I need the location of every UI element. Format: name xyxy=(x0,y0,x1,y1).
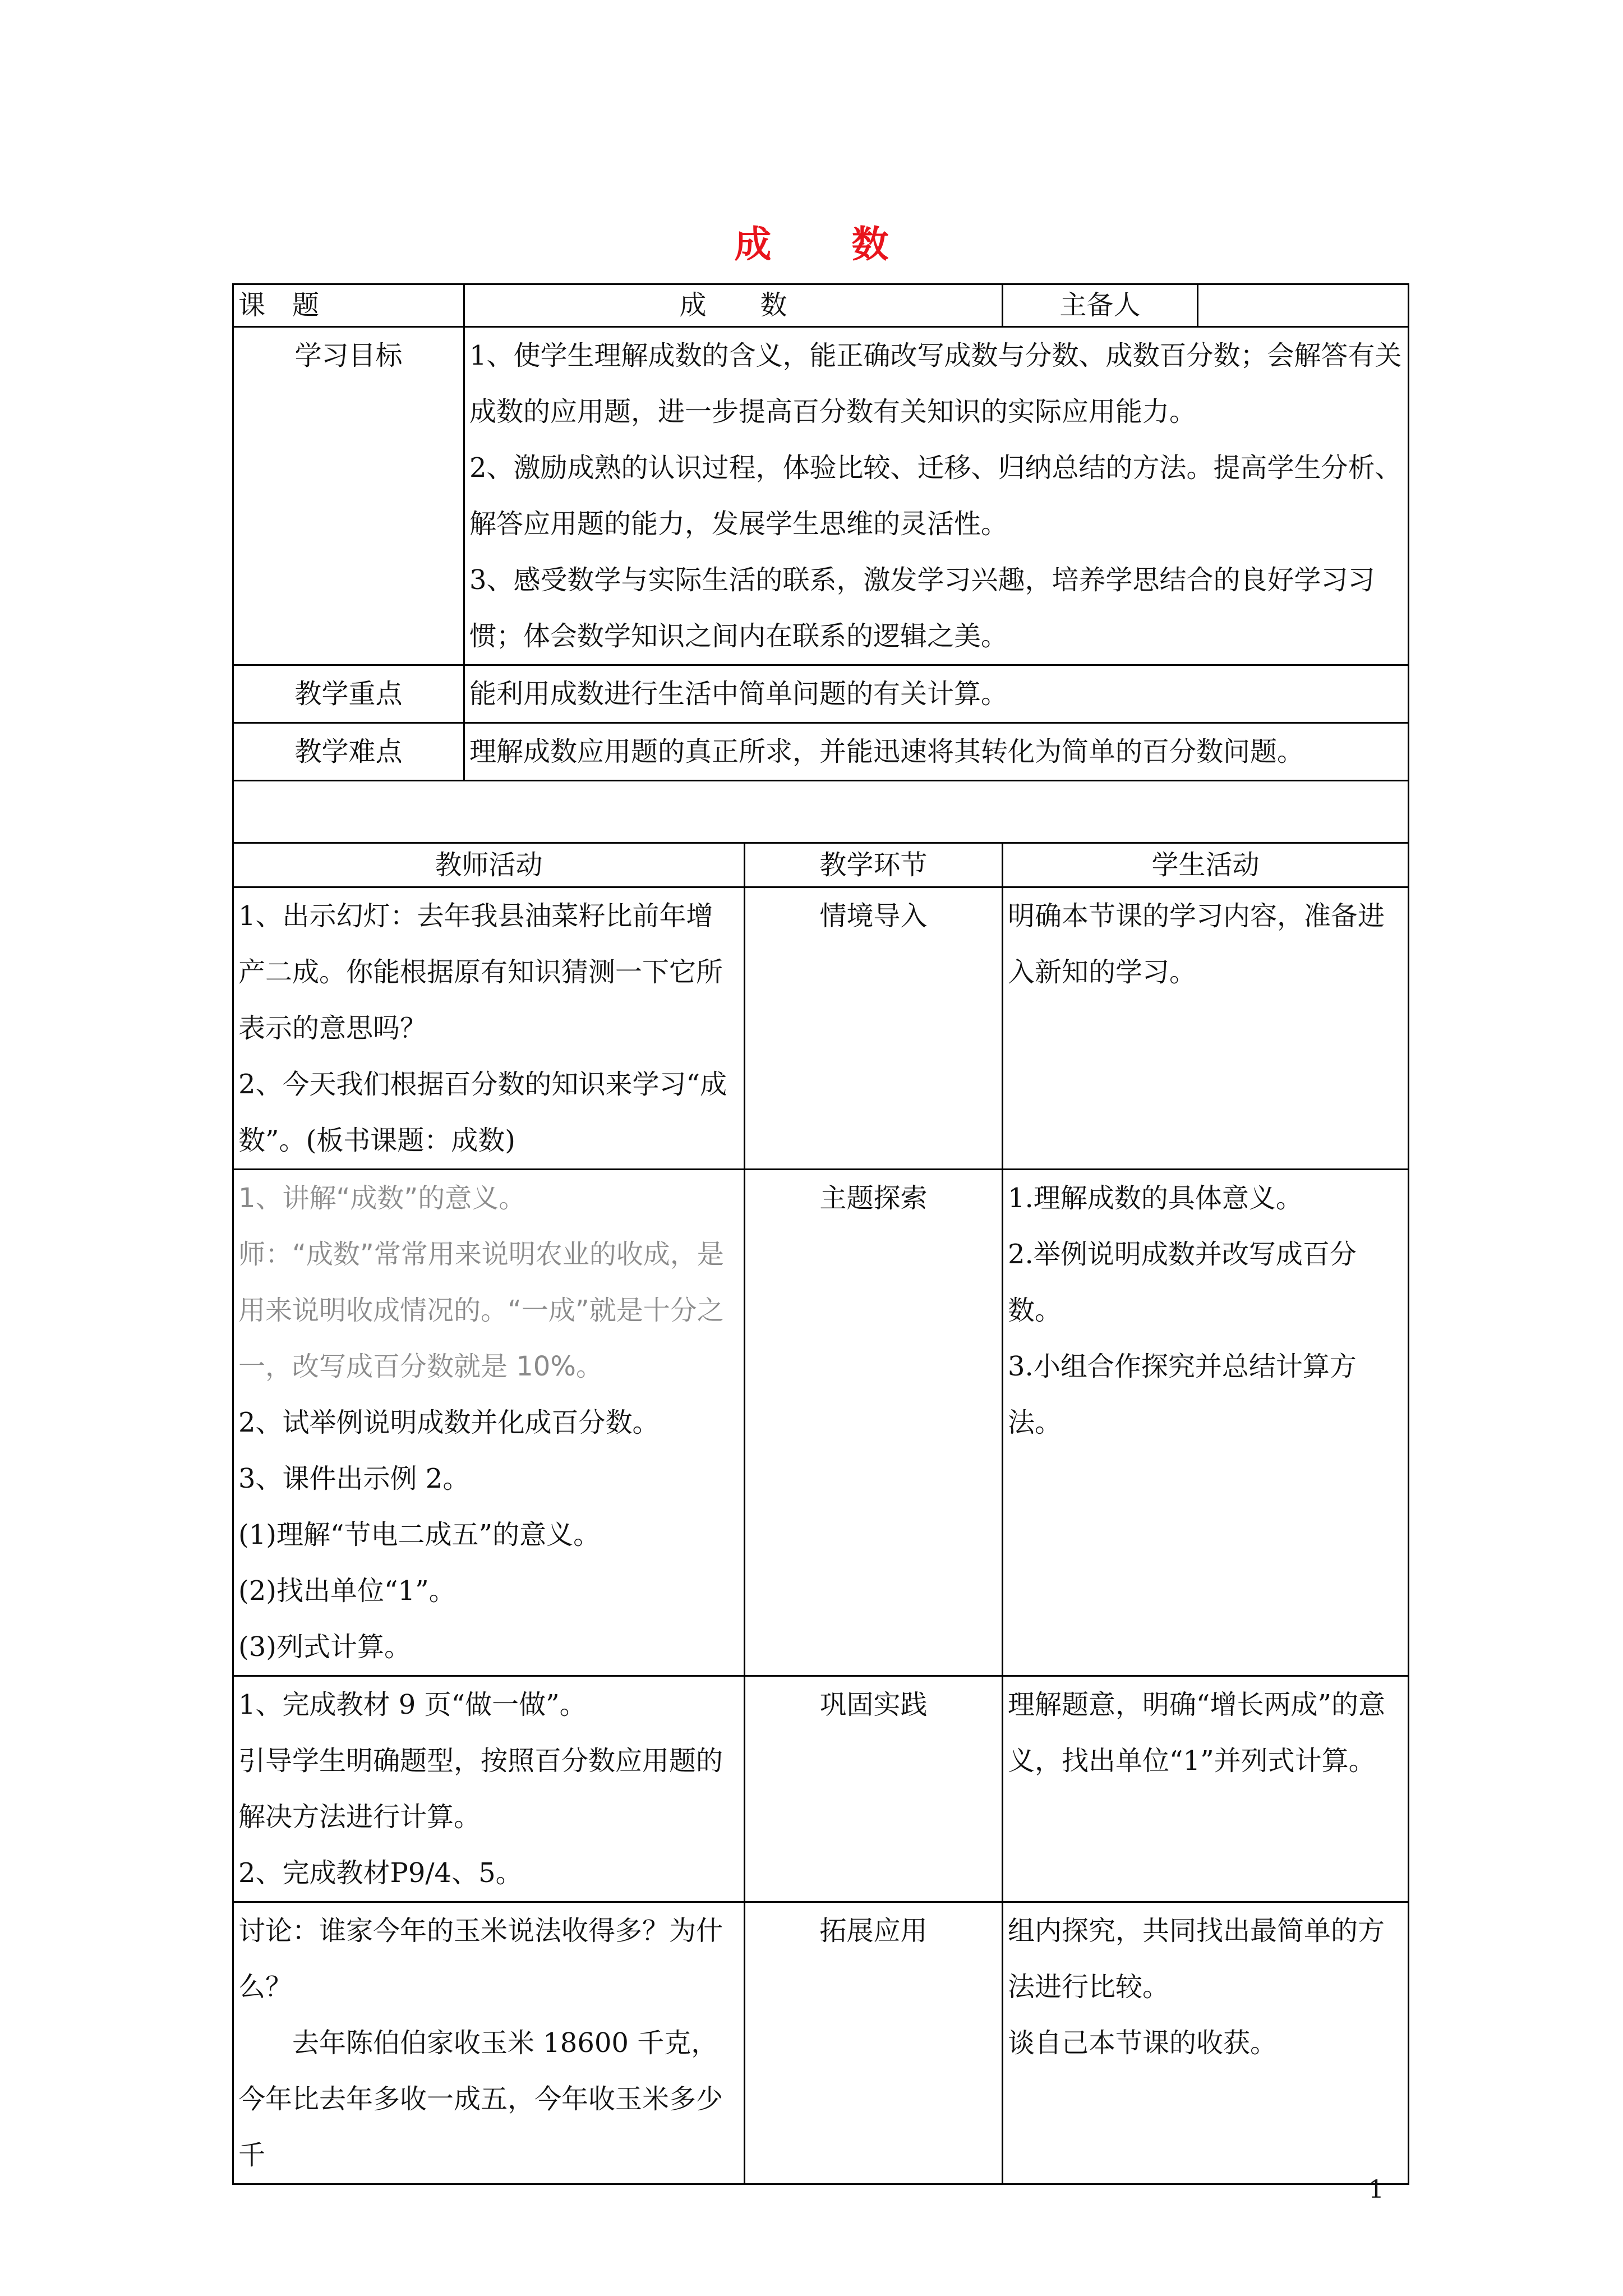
stage-cell: 主题探索 xyxy=(745,1170,1003,1676)
student-line: 3.小组合作探究并总结计算方法。 xyxy=(1008,1351,1357,1438)
activity-row-practice xyxy=(233,1676,1409,1902)
teacher-header: 教师活动 xyxy=(233,843,745,887)
teacher-activity-cell xyxy=(233,887,745,1170)
blank-row xyxy=(233,781,1409,843)
teacher-line: 讨论：谁家今年的玉米说法收得多？为什么？ xyxy=(238,1915,723,2003)
preparer-label: 主备人 xyxy=(1003,284,1198,327)
activity-row-extend xyxy=(233,1902,1409,2184)
teacher-line: 1、完成教材 9 页“做一做”。 xyxy=(238,1689,587,1720)
teacher-line-indent: 去年陈伯伯家收玉米 18600 千克，今年比去年多收一成五，今年收玉米多少千 xyxy=(238,2027,723,2171)
objective-2: 2、激励成熟的认识过程，体验比较、迁移、归纳总结的方法。提高学生分析、解答应用题的能力，发展学生思维的灵活性。 xyxy=(469,452,1402,540)
teacher-line: 2、今天我们根据百分数的知识来学习“成数”。(板书课题：成数) xyxy=(238,1069,727,1156)
teacher-activity-cell xyxy=(233,1170,745,1676)
topic-label: 课 题 xyxy=(233,284,464,327)
teacher-line-gray: 1、讲解“成数”的意义。 xyxy=(238,1182,526,1214)
teacher-line: (2)找出单位“1”。 xyxy=(238,1575,456,1607)
difficulty-label: 教学难点 xyxy=(233,723,464,781)
blank-cell xyxy=(233,781,1409,843)
stage-header: 教学环节 xyxy=(745,843,1003,887)
student-line: 明确本节课的学习内容，准备进入新知的学习。 xyxy=(1008,900,1385,988)
page-number: 1 xyxy=(1368,2175,1384,2204)
teacher-line-gray: 师：“成数”常常用来说明农业的收成，是用来说明收成情况的。“一成”就是十分之一，改写成百分数就是 10%。 xyxy=(238,1239,724,1382)
key-point-row xyxy=(233,665,1409,723)
teacher-line: 1、出示幻灯：去年我县油菜籽比前年增产二成。你能根据原有知识猜测一下它所表示的意思吗？ xyxy=(238,900,723,1044)
student-line: 2.举例说明成数并改写成百分数。 xyxy=(1008,1239,1357,1326)
stage-cell: 情境导入 xyxy=(745,887,1003,1170)
student-line: 1.理解成数的具体意义。 xyxy=(1008,1182,1303,1214)
teacher-line: 引导学生明确题型，按照百分数应用题的解决方法进行计算。 xyxy=(238,1745,723,1833)
teacher-line: 2、完成教材P9/4、5。 xyxy=(238,1857,523,1889)
objective-3: 3、感受数学与实际生活的联系，激发学习兴趣，培养学思结合的良好学习习惯；体会数学知识之间内在联系的逻辑之美。 xyxy=(469,564,1375,652)
teacher-line: 3、课件出示例 2。 xyxy=(238,1463,470,1494)
objectives-row xyxy=(233,327,1409,665)
teacher-line: 2、试举例说明成数并化成百分数。 xyxy=(238,1407,660,1438)
difficulty-text: 理解成数应用题的真正所求，并能迅速将其转化为简单的百分数问题。 xyxy=(464,723,1409,781)
stage-cell: 拓展应用 xyxy=(745,1902,1003,2184)
teacher-activity-cell xyxy=(233,1902,745,2184)
activity-row-intro xyxy=(233,887,1409,1170)
student-activity-cell xyxy=(1003,1676,1409,1902)
lesson-plan-table xyxy=(232,283,1409,2185)
student-line: 组内探究，共同找出最简单的方法进行比较。 xyxy=(1008,1915,1385,2003)
student-activity-cell xyxy=(1003,887,1409,1170)
teacher-line: (1)理解“节电二成五”的意义。 xyxy=(238,1519,601,1550)
document-title: 成 数 xyxy=(734,222,923,266)
stage-cell: 巩固实践 xyxy=(745,1676,1003,1902)
topic-value: 成 数 xyxy=(464,284,1003,327)
preparer-value xyxy=(1198,284,1409,327)
objectives-cell xyxy=(464,327,1409,665)
objective-1: 1、使学生理解成数的含义，能正确改写成数与分数、成数百分数；会解答有关成数的应用题，进一步提高百分数有关知识的实际应用能力。 xyxy=(469,340,1402,427)
student-line: 理解题意，明确“增长两成”的意义，找出单位“1”并列式计算。 xyxy=(1008,1689,1386,1777)
student-line: 谈自己本节课的收获。 xyxy=(1008,2027,1278,2059)
key-point-label: 教学重点 xyxy=(233,665,464,723)
objectives-label: 学习目标 xyxy=(233,327,464,665)
difficulty-row xyxy=(233,723,1409,781)
activity-row-explore xyxy=(233,1170,1409,1676)
teacher-line: (3)列式计算。 xyxy=(238,1631,411,1663)
student-header: 学生活动 xyxy=(1003,843,1409,887)
teacher-activity-cell xyxy=(233,1676,745,1902)
key-point-text: 能利用成数进行生活中简单问题的有关计算。 xyxy=(464,665,1409,723)
student-activity-cell xyxy=(1003,1170,1409,1676)
student-activity-cell xyxy=(1003,1902,1409,2184)
topic-row xyxy=(233,284,1409,327)
column-header-row xyxy=(233,843,1409,887)
